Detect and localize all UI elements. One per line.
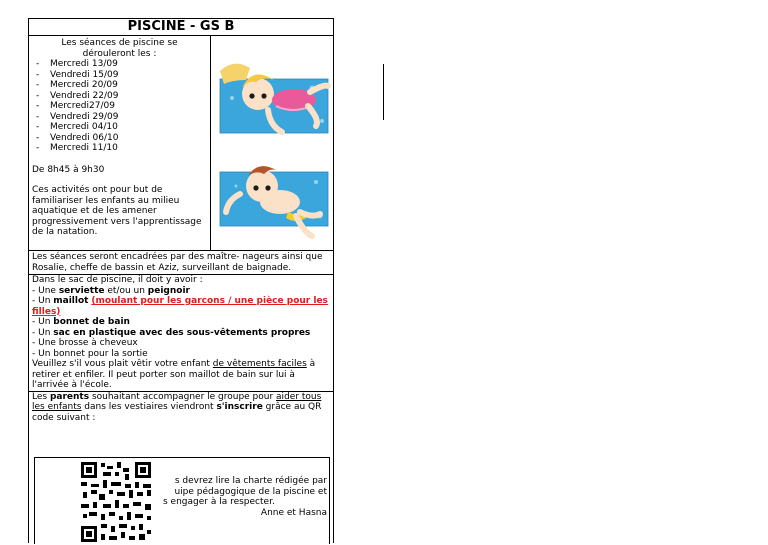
bag-item-cap: - Un bonnet de bain xyxy=(32,317,130,327)
boy-swimmer-image xyxy=(220,166,328,236)
parents-section: Les parents souhaitant accompagner le groupe pour aider tous les enfants dans les vestiaires viendront s'inscrire grâce au QR code suivant : xyxy=(32,391,322,423)
top-section xyxy=(29,36,333,251)
swimmers-illustration xyxy=(212,36,335,250)
date-item: - Mercredi 13/09 xyxy=(36,59,118,69)
dress-instructions: Veuillez s'il vous plait vêtir votre enfant de vêtements faciles à retirer et enfiler. Il peut porter son maillot de bain sur lui à l'arrivée à l'école. xyxy=(32,359,316,390)
date-item: - Mercredi27/09 xyxy=(36,101,115,111)
intro-text xyxy=(32,38,207,59)
qr-code xyxy=(77,460,157,545)
date-item: - Vendredi 29/09 xyxy=(36,111,119,122)
date-item: - Mercredi 04/10 xyxy=(36,122,118,132)
page-title: PISCINE - GS B xyxy=(29,19,333,36)
intro-line-2: dérouleront les : xyxy=(82,48,157,59)
charter-line-2: uipe pédagogique de la piscine et xyxy=(174,486,327,497)
date-item: - Vendredi 22/09 xyxy=(36,90,119,101)
session-time: De 8h45 à 9h30 xyxy=(32,164,105,175)
date-item: - Vendredi 06/10 xyxy=(36,132,119,143)
bag-section xyxy=(29,275,333,392)
supervision-section xyxy=(29,251,333,275)
text-cursor xyxy=(383,64,384,120)
bag-item-swimsuit: - Un maillot (moulant pour les garcons / une pièce pour les filles) xyxy=(32,296,328,317)
illustration-column xyxy=(212,36,335,250)
date-item: - Vendredi 15/09 xyxy=(36,69,119,80)
charter-line-1: s devrez lire la charte rédigée par xyxy=(174,476,327,486)
document-page xyxy=(28,18,334,543)
bag-item-towel: - Une serviette et/ou un peignoir xyxy=(32,285,190,296)
bag-item-brush: - Une brosse à cheveux xyxy=(32,338,138,348)
bag-item-hat: - Un bonnet pour la sortie xyxy=(32,348,148,359)
date-item: - Mercredi 20/09 xyxy=(36,80,118,90)
charter-line-3: s engager à la respecter. xyxy=(163,497,275,507)
date-list xyxy=(32,59,207,154)
intro-line-1: Les séances de piscine se xyxy=(61,38,178,48)
signature: Anne et Hasna xyxy=(260,507,327,518)
girl-swimmer-image xyxy=(220,64,328,133)
purpose-text: Ces activités ont pour but de familiariser les enfants au milieu aquatique et de les amener progressivement vers l'apprentissage de la natation. xyxy=(32,185,202,237)
charter-text xyxy=(155,476,327,518)
bag-intro: Dans le sac de piscine, il doit y avoir : xyxy=(32,275,203,285)
qr-box xyxy=(34,457,330,544)
supervision-text: Les séances seront encadrées par des maître- nageurs ainsi que Rosalie, cheffe de bassin et Aziz, surveillant de baignade. xyxy=(32,252,323,273)
schedule-column xyxy=(29,36,211,250)
bag-item-plastic-bag: - Un sac en plastique avec des sous-vêtements propres xyxy=(32,327,311,338)
date-item: - Mercredi 11/10 xyxy=(36,143,118,153)
